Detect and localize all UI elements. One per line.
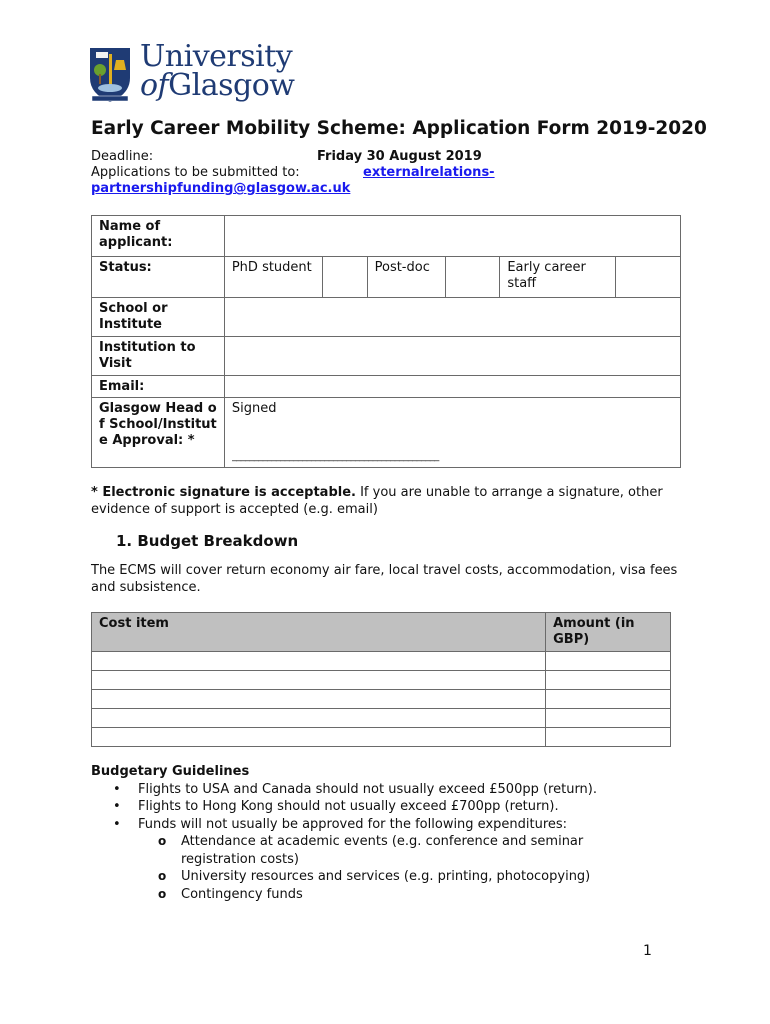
approval-field[interactable] [224, 398, 680, 468]
amount-cell[interactable] [546, 671, 671, 690]
signature-line: _______________________________________________ [231, 451, 439, 462]
cost-item-cell[interactable] [92, 690, 546, 709]
deadline-label: Deadline: [91, 149, 154, 164]
cost-item-cell[interactable] [92, 728, 546, 747]
budgetary-guidelines [91, 763, 691, 903]
submit-label: Applications to be submitted to: [91, 165, 300, 180]
crest-icon [88, 44, 132, 104]
guideline-item: • Flights to Hong Kong should not usually exceed £700pp (return). [91, 798, 691, 816]
approval-label: Glasgow Head of School/Institut e Approval: * [92, 398, 225, 468]
budget-intro: The ECMS will cover return economy air fare, local travel costs, accommodation, visa fees and subsistence. [91, 563, 678, 595]
guideline-subitem: o University resources and services (e.g. printing, photocopying) [158, 869, 591, 884]
amount-cell[interactable] [546, 709, 671, 728]
amount-cell[interactable] [546, 690, 671, 709]
col-header-amount: Amount (in GBP) [546, 613, 671, 652]
page-title: Early Career Mobility Scheme: Application Form 2019-2020 [91, 118, 707, 139]
signature-note-text: If you are unable to arrange a signature, other evidence of support is accepted (e.g. email) [91, 485, 663, 517]
guideline-item: • Flights to USA and Canada should not usually exceed £500pp (return). [91, 781, 691, 799]
guidelines-heading: Budgetary Guidelines [91, 764, 250, 779]
circle-bullet-icon: o [158, 869, 167, 883]
name-field[interactable] [224, 216, 680, 257]
guideline-subitem: o Contingency funds [158, 886, 303, 902]
circle-bullet-icon: o [158, 886, 167, 901]
school-field[interactable] [224, 298, 680, 337]
status-option-early-career: Early career staff [500, 257, 616, 298]
email-link-part2[interactable]: partnershipfunding@glasgow.ac.uk [91, 181, 351, 196]
section-heading-budget: 1. Budget Breakdown [116, 532, 299, 550]
school-label: School or Institute [92, 298, 225, 337]
email-field[interactable] [224, 376, 680, 398]
email-label: Email: [92, 376, 225, 398]
cost-item-cell[interactable] [92, 709, 546, 728]
circle-bullet-icon: o [158, 834, 167, 848]
signature-note [91, 484, 681, 518]
cost-item-cell[interactable] [92, 671, 546, 690]
email-link-part1[interactable]: externalrelations- [363, 165, 495, 180]
status-checkbox-phd[interactable] [322, 257, 367, 298]
amount-cell[interactable] [546, 652, 671, 671]
status-option-phd: PhD student [224, 257, 322, 298]
guideline-subitem: o Attendance at academic events (e.g. conference and seminar registration costs) [158, 834, 584, 867]
cost-item-cell[interactable] [92, 652, 546, 671]
status-checkbox-early-career[interactable] [616, 257, 681, 298]
name-label: Name of applicant: [92, 216, 225, 257]
institution-label: Institution to Visit [92, 337, 225, 376]
logo-of: of [140, 68, 169, 103]
amount-cell[interactable] [546, 728, 671, 747]
status-checkbox-postdoc[interactable] [446, 257, 500, 298]
deadline-block [91, 149, 681, 199]
deadline-value: Friday 30 August 2019 [317, 149, 482, 164]
application-form-table [91, 215, 681, 468]
logo-line2: Glasgow [168, 68, 295, 103]
institution-field[interactable] [224, 337, 680, 376]
status-option-postdoc: Post-doc [367, 257, 446, 298]
signature-note-bold: * Electronic signature is acceptable. [91, 485, 356, 500]
page-number: 1 [643, 943, 652, 959]
university-logo [88, 39, 295, 106]
logo-line1: University [140, 39, 293, 74]
status-label: Status: [92, 257, 225, 298]
guideline-item: • Funds will not usually be approved for the following expenditures: [91, 816, 691, 834]
signed-label: Signed [231, 401, 277, 416]
budget-table [91, 612, 671, 747]
col-header-cost-item: Cost item [92, 613, 546, 652]
